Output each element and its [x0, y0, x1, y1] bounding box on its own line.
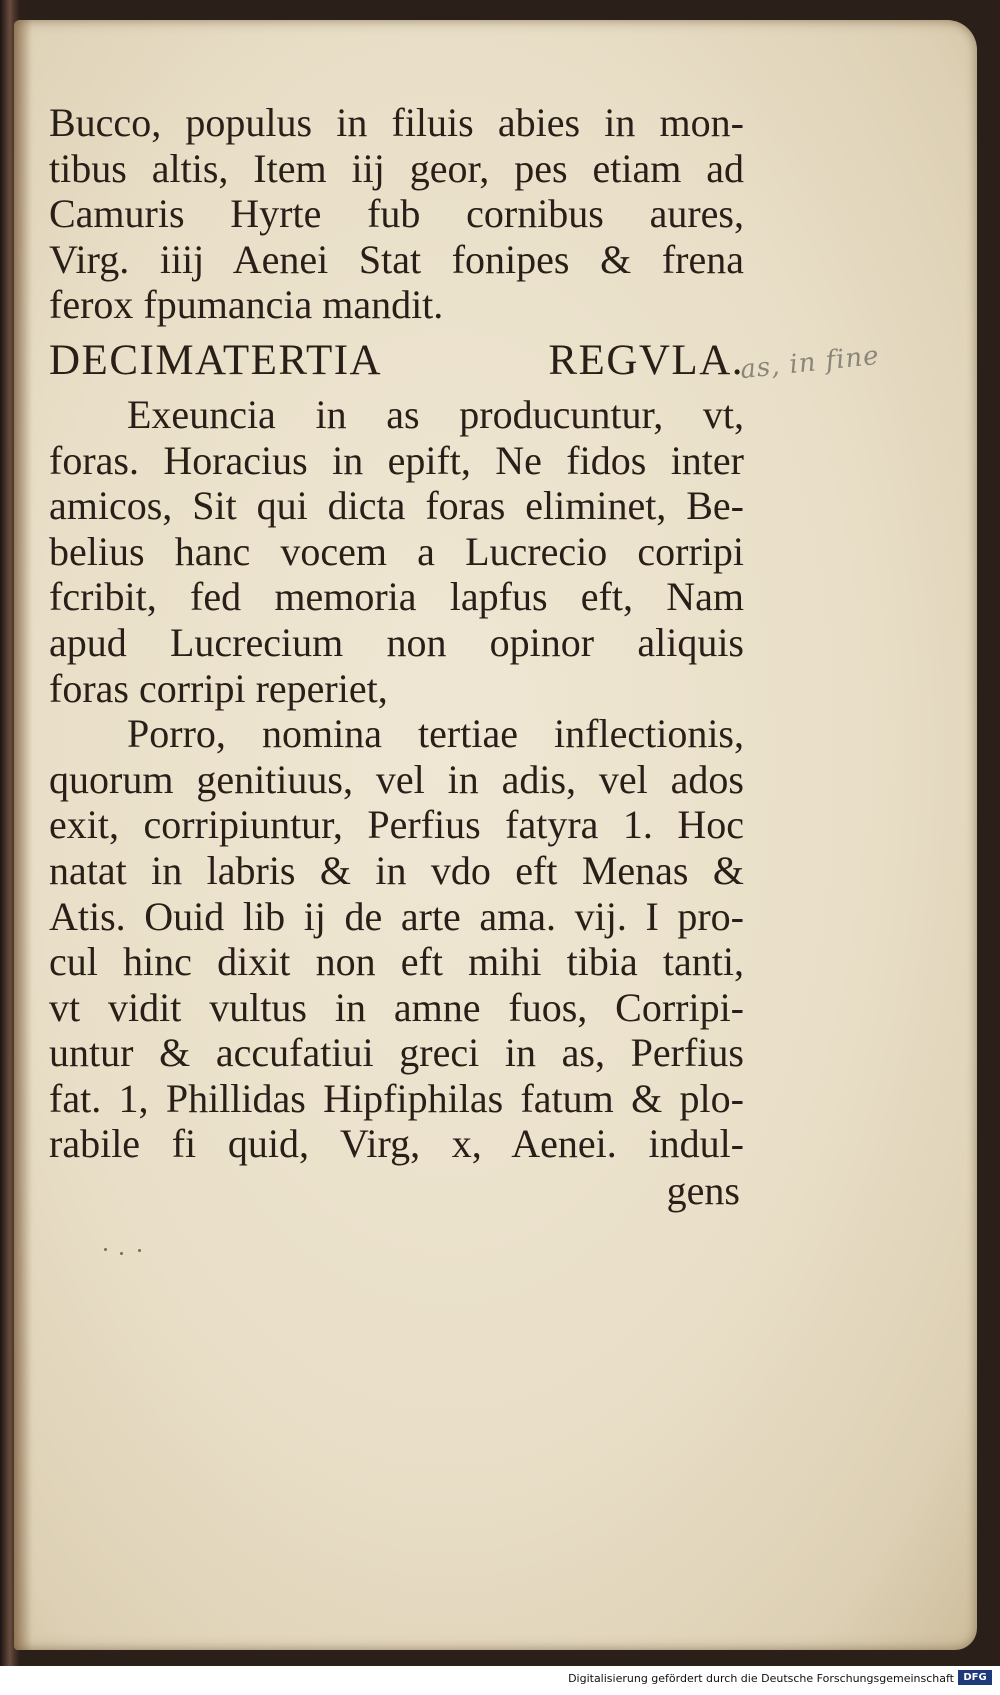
text-line: vt vidit vultus in amne fuos, Corripi‐ — [49, 984, 744, 1030]
dfg-logo: DFG — [958, 1670, 992, 1685]
text-line: foras corripi reperiet, — [49, 665, 388, 711]
text-line: untur & accufatiui greci in as, Perfius — [49, 1030, 744, 1076]
text-line: Atis. Ouid lib ij de arte ama. vij. I pro‐ — [49, 893, 744, 939]
text-line: Virg. iiij Aenei Stat fonipes & frena — [49, 236, 744, 282]
catchword: gens — [666, 1168, 740, 1214]
text-line: foras. Horacius in epift, Ne fidos inter — [49, 437, 744, 483]
digitization-credit: Digitalisierung gefördert durch die Deutsche Forschungsgemeinschaft — [568, 1672, 954, 1685]
ink-speck — [104, 1248, 107, 1251]
text-line: Porro, nomina tertiae inflectionis, — [127, 711, 744, 757]
text-line: Bucco, populus in filuis abies in mon‐ — [49, 100, 744, 145]
text-line: Camuris Hyrte fub cornibus aures, — [49, 191, 744, 237]
section-heading: DECIMATERTIA REGVLA. — [49, 336, 744, 384]
text-line: exit, corripiuntur, Perfius fatyra 1. Hoc — [49, 802, 744, 848]
ink-speck — [120, 1252, 123, 1255]
margin-annotation: as, in fine — [738, 340, 881, 386]
text-line: belius hanc vocem a Lucrecio corripi — [49, 528, 744, 574]
text-line: quorum genitiuus, vel in adis, vel ados — [49, 756, 744, 802]
text-line: tibus altis, Item iij geor, pes etiam ad — [49, 145, 744, 191]
text-line: natat in labris & in vdo eft Menas & — [49, 847, 744, 893]
text-line: fat. 1, Phillidas Hipfiphilas fatum & plo‐ — [49, 1075, 744, 1121]
page-text — [49, 100, 744, 1215]
ink-speck — [138, 1249, 141, 1252]
text-line: cul hinc dixit non eft mihi tibia tanti, — [49, 939, 744, 985]
text-line: fcribit, fed memoria lapfus eft, Nam — [49, 574, 744, 620]
text-line: apud Lucrecium non opinor aliquis — [49, 619, 744, 665]
text-line: ferox fpumancia mandit. — [49, 282, 444, 328]
text-line: rabile fi quid, Virg, x, Aenei. indul‐ — [49, 1121, 744, 1167]
text-line: Exeuncia in as producuntur, vt, — [127, 391, 744, 437]
text-line: amicos, Sit qui dicta foras eliminet, Be‐ — [49, 483, 744, 529]
page-gutter-shadow — [14, 20, 32, 1650]
